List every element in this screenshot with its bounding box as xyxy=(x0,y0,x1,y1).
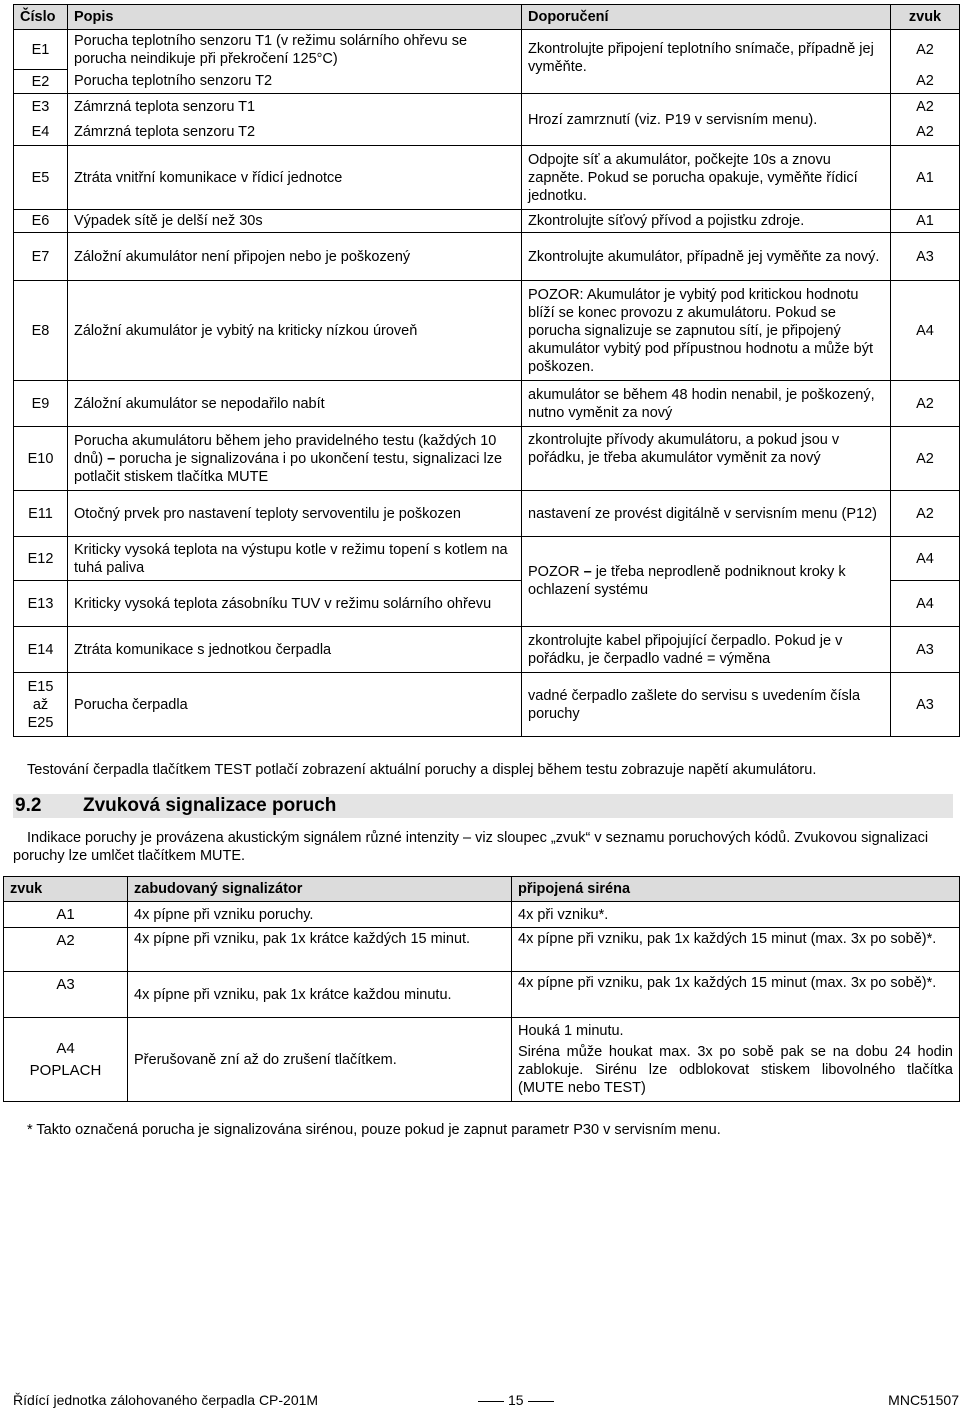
fault-description: Porucha teplotního senzoru T2 xyxy=(68,70,522,94)
siren-behavior: 4x pípne při vzniku, pak 1x každých 15 minut (max. 3x po sobě)*. xyxy=(512,928,960,972)
fault-description: Záložní akumulátor se nepodařilo nabít xyxy=(68,381,522,427)
warning-word: POZOR xyxy=(528,564,580,580)
table-row xyxy=(14,146,960,210)
table-row xyxy=(14,537,960,581)
table-row xyxy=(4,902,960,928)
fault-recommendation: vadné čerpadlo zašlete do servisu s uvedením čísla poruchy xyxy=(522,673,891,737)
fault-recommendation: nastavení ze provést digitálně v servisním menu (P12) xyxy=(522,491,891,537)
footnote: * Takto označená porucha je signalizována sirénou, pouze pokud je zapnut parametr P30 v servisním menu. xyxy=(27,1122,721,1138)
table-row xyxy=(14,233,960,281)
table-row xyxy=(14,427,960,491)
fault-code: E1 xyxy=(14,30,68,70)
intro-paragraph: Indikace poruchy je provázena akustickým signálem různé intenzity – viz sloupec „zvuk“ v seznamu poruchových kódů. Zvukovou signalizaci poruchy lze umlčet tlačítkem MUTE. xyxy=(13,830,929,864)
table-row xyxy=(14,30,960,70)
fault-recommendation: POZOR: Akumulátor je vybitý pod kritickou hodnotu blíží se konec provozu z akumulátoru. Pokud se porucha signalizuje se zapnutou sítí, je připojený akumulátor vybitý pod přípustnou hodnotu a může být poškozen. xyxy=(522,281,891,381)
col-desc-header: Popis xyxy=(68,5,522,30)
fault-code: E8 xyxy=(14,281,68,381)
fault-sound: A3 xyxy=(891,627,960,673)
footer-document-code: MNC51507 xyxy=(888,1392,959,1408)
fault-description: Otočný prvek pro nastavení teploty servoventilu je poškozen xyxy=(68,491,522,537)
sound-signal-table xyxy=(3,876,960,1102)
fault-sound: A3 xyxy=(891,233,960,281)
page-number xyxy=(474,1391,558,1409)
page-number-value: 15 xyxy=(508,1392,524,1408)
fault-sound: A4 xyxy=(891,281,960,381)
table-row xyxy=(14,281,960,381)
test-note: Testování čerpadla tlačítkem TEST potlačí zobrazení aktuální poruchy a displej během testu zobrazuje napětí akumulátoru. xyxy=(27,762,817,778)
fault-code: E7 xyxy=(14,233,68,281)
builtin-behavior: 4x pípne při vzniku, pak 1x krátce každou minutu. xyxy=(128,972,512,1018)
fault-sound: A2 xyxy=(891,70,960,94)
fault-recommendation: zkontrolujte kabel připojující čerpadlo. Pokud je v pořádku, je čerpadlo vadné = výměna xyxy=(522,627,891,673)
siren-behavior: 4x při vzniku*. xyxy=(512,902,960,928)
table-row xyxy=(14,673,960,737)
fault-description: Porucha akumulátoru během jeho pravidelného testu (každých 10 dnů) – porucha je signalizována i po ukončení testu, signalizaci lze potlačit stiskem tlačítka MUTE xyxy=(68,427,522,491)
fault-code-line: E15 xyxy=(27,678,54,695)
col-rec-header: Doporučení xyxy=(522,5,891,30)
fault-sound: A2 xyxy=(891,381,960,427)
fault-code: E5 xyxy=(14,146,68,210)
fault-description: Ztráta vnitřní komunikace v řídicí jednotce xyxy=(68,146,522,210)
fault-recommendation: Zkontrolujte akumulátor, případně jej vyměňte za nový. xyxy=(522,233,891,281)
page-footer xyxy=(13,1391,959,1409)
fault-code: E13 xyxy=(14,581,68,627)
fault-code xyxy=(14,673,68,737)
table-row xyxy=(14,627,960,673)
table-row xyxy=(4,928,960,972)
fault-recommendation: akumulátor se během 48 hodin nenabil, je poškozený, nutno vyměnit za nový xyxy=(522,381,891,427)
section-number: 9.2 xyxy=(15,795,42,816)
table-row xyxy=(4,1018,960,1102)
fault-sound: A2 xyxy=(891,30,960,70)
fault-recommendation: zkontrolujte přívody akumulátoru, a pokud jsou v pořádku, je třeba akumulátor vyměnit za nový xyxy=(522,427,891,491)
builtin-behavior: 4x pípne při vzniku poruchy. xyxy=(128,902,512,928)
col-code-header: Číslo xyxy=(14,5,68,30)
sound-level: A2 xyxy=(4,928,128,972)
fault-code: E12 xyxy=(14,537,68,581)
sound-level: A3 xyxy=(4,972,128,1018)
fault-code: E4 xyxy=(14,120,68,146)
section-title: Zvuková signalizace poruch xyxy=(83,795,337,816)
siren-behavior: 4x pípne při vzniku, pak 1x každých 15 minut (max. 3x po sobě)*. xyxy=(512,972,960,1018)
fault-sound: A2 xyxy=(891,120,960,146)
table-row xyxy=(14,210,960,233)
builtin-behavior: Přerušovaně zní až do zrušení tlačítkem. xyxy=(128,1018,512,1102)
fault-code: E14 xyxy=(14,627,68,673)
builtin-behavior: 4x pípne při vzniku, pak 1x krátce každých 15 minut. xyxy=(128,928,512,972)
fault-description-part: Porucha akumulátoru během jeho pravidelného testu (každých 10 dnů) xyxy=(74,432,497,467)
fault-sound: A2 xyxy=(891,427,960,491)
fault-description: Zámrzná teplota senzoru T1 xyxy=(68,94,522,120)
fault-code: E2 xyxy=(14,70,68,94)
fault-recommendation: Hrozí zamrznutí (viz. P19 v servisním menu). xyxy=(522,94,891,146)
fault-description: Kriticky vysoká teplota zásobníku TUV v režimu solárního ohřevu xyxy=(68,581,522,627)
sound-level-label: POPLACH xyxy=(29,1061,102,1079)
fault-description: Porucha čerpadla xyxy=(68,673,522,737)
fault-description: Záložní akumulátor není připojen nebo je poškozený xyxy=(68,233,522,281)
fault-sound: A4 xyxy=(891,537,960,581)
sound-level-code: A4 xyxy=(56,1039,75,1057)
table-row xyxy=(14,381,960,427)
col-siren-header: připojená siréna xyxy=(512,877,960,902)
fault-sound: A3 xyxy=(891,673,960,737)
fault-code-line: E25 xyxy=(27,714,54,731)
fault-sound: A2 xyxy=(891,94,960,120)
fault-table-header xyxy=(14,5,960,30)
fault-recommendation: POZOR – je třeba neprodleně podniknout kroky k ochlazení systému xyxy=(522,537,891,627)
fault-recommendation: Zkontrolujte síťový přívod a pojistku zdroje. xyxy=(522,210,891,233)
warning-text: je třeba neprodleně podniknout kroky k ochlazení systému xyxy=(528,564,846,598)
fault-description: Záložní akumulátor je vybitý na kriticky nízkou úroveň xyxy=(68,281,522,381)
fault-description: Porucha teplotního senzoru T1 (v režimu solárního ohřevu se porucha neindikuje při překročení 125°C) xyxy=(68,30,522,70)
siren-behavior xyxy=(512,1018,960,1102)
table-row xyxy=(14,94,960,120)
fault-sound: A1 xyxy=(891,146,960,210)
fault-sound: A2 xyxy=(891,491,960,537)
fault-code: E9 xyxy=(14,381,68,427)
siren-behavior-line: Houká 1 minutu. xyxy=(518,1023,624,1039)
fault-description: Výpadek sítě je delší než 30s xyxy=(68,210,522,233)
col-builtin-header: zabudovaný signalizátor xyxy=(128,877,512,902)
fault-code: E3 xyxy=(14,94,68,120)
fault-description: Zámrzná teplota senzoru T2 xyxy=(68,120,522,146)
table-row xyxy=(4,972,960,1018)
fault-code-line: až xyxy=(32,696,49,713)
fault-description: Ztráta komunikace s jednotkou čerpadla xyxy=(68,627,522,673)
fault-description-part: porucha je signalizována i po ukončení testu, signalizaci lze potlačit stiskem tlačítka MUTE xyxy=(74,450,503,485)
fault-sound: A1 xyxy=(891,210,960,233)
sound-level: A1 xyxy=(4,902,128,928)
sound-table-header xyxy=(4,877,960,902)
fault-recommendation: Odpojte síť a akumulátor, počkejte 10s a znovu zapněte. Pokud se porucha opakuje, vyměňte řídicí jednotku. xyxy=(522,146,891,210)
section-heading xyxy=(13,794,953,818)
sound-level xyxy=(4,1018,128,1102)
fault-code: E11 xyxy=(14,491,68,537)
siren-behavior-line: Siréna může houkat max. 3x po sobě pak se na dobu 24 hodin zablokuje. Sirénu lze odblokovat stiskem libovolného tlačítka (MUTE nebo TEST) xyxy=(518,1044,953,1096)
fault-description: Kriticky vysoká teplota na výstupu kotle v režimu topení s kotlem na tuhá paliva xyxy=(68,537,522,581)
fault-recommendation: Zkontrolujte připojení teplotního snímače, případně jej vyměňte. xyxy=(522,30,891,94)
fault-sound: A4 xyxy=(891,581,960,627)
fault-code: E6 xyxy=(14,210,68,233)
footer-document-title: Řídící jednotka zálohovaného čerpadla CP-201M xyxy=(13,1392,319,1408)
fault-code: E10 xyxy=(14,427,68,491)
col-sound-header: zvuk xyxy=(891,5,960,30)
col-level-header: zvuk xyxy=(4,877,128,902)
fault-code-table xyxy=(13,4,960,737)
table-row xyxy=(14,491,960,537)
